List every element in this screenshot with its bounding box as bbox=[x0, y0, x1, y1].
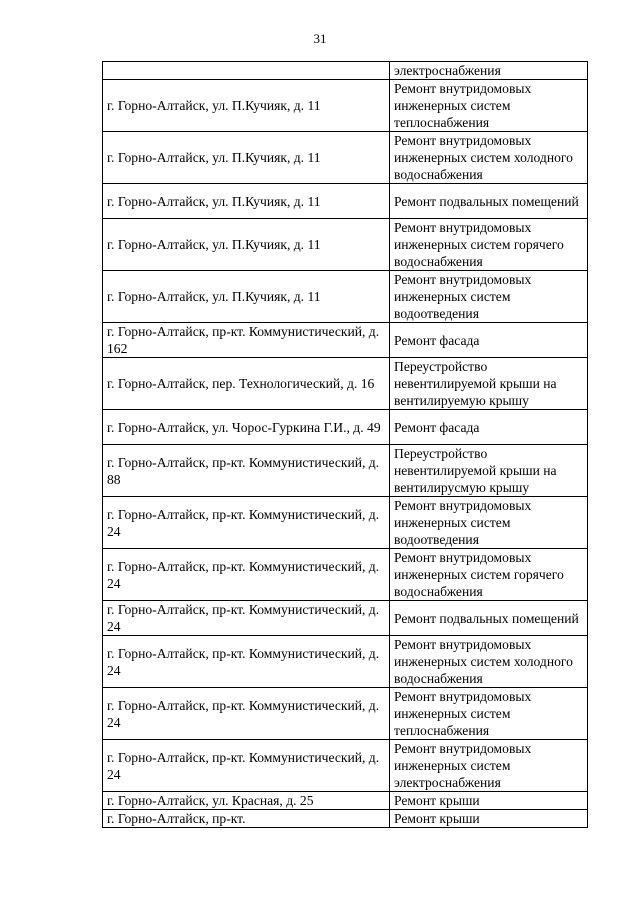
work-type-cell: электроснабжения bbox=[390, 62, 588, 80]
table-row bbox=[103, 740, 588, 792]
address-cell: г. Горно-Алтайск, ул. П.Кучияк, д. 11 bbox=[103, 80, 390, 132]
work-type-cell: Ремонт внутридомовых инженерных систем холодного водоснабжения bbox=[390, 636, 588, 688]
work-type-cell: Переустройство невентилируемой крыши на вентилируемую крышу bbox=[390, 358, 588, 410]
address-cell: г. Горно-Алтайск, ул. П.Кучияк, д. 11 bbox=[103, 219, 390, 271]
table-row bbox=[103, 323, 588, 358]
work-type-cell: Ремонт подвальных помещений bbox=[390, 184, 588, 219]
work-type-cell: Ремонт внутридомовых инженерных систем теплоснабжения bbox=[390, 80, 588, 132]
table-row bbox=[103, 549, 588, 601]
address-cell: г. Горно-Алтайск, ул. П.Кучияк, д. 11 bbox=[103, 184, 390, 219]
work-type-cell: Ремонт крыши bbox=[390, 810, 588, 828]
address-cell: г. Горно-Алтайск, пр-кт. Коммунистический, д. 24 bbox=[103, 497, 390, 549]
address-cell bbox=[103, 62, 390, 80]
work-type-cell: Ремонт внутридомовых инженерных систем электроснабжения bbox=[390, 740, 588, 792]
table-row bbox=[103, 62, 588, 80]
address-cell: г. Горно-Алтайск, пр-кт. Коммунистический, д. 162 bbox=[103, 323, 390, 358]
page-number: 31 bbox=[313, 31, 327, 46]
work-type-cell: Ремонт фасада bbox=[390, 323, 588, 358]
address-cell: г. Горно-Алтайск, пр-кт. Коммунистический, д. 24 bbox=[103, 549, 390, 601]
table-body bbox=[103, 62, 588, 828]
address-cell: г. Горно-Алтайск, пр-кт. Коммунистический, д. 24 bbox=[103, 636, 390, 688]
work-type-cell: Ремонт внутридомовых инженерных систем водоотведения bbox=[390, 497, 588, 549]
table-row bbox=[103, 688, 588, 740]
work-type-cell: Ремонт внутридомовых инженерных систем водоотведения bbox=[390, 271, 588, 323]
work-type-cell: Ремонт внутридомовых инженерных систем теплоснабжения bbox=[390, 688, 588, 740]
table-row bbox=[103, 497, 588, 549]
table-row bbox=[103, 636, 588, 688]
address-cell: г. Горно-Алтайск, ул. Красная, д. 25 bbox=[103, 792, 390, 810]
work-type-cell: Ремонт внутридомовых инженерных систем горячего водоснабжения bbox=[390, 219, 588, 271]
table-row bbox=[103, 271, 588, 323]
table-row bbox=[103, 810, 588, 828]
work-type-cell: Ремонт внутридомовых инженерных систем холодного водоснабжения bbox=[390, 132, 588, 184]
table-row bbox=[103, 132, 588, 184]
work-type-cell: Ремонт крыши bbox=[390, 792, 588, 810]
work-type-cell: Ремонт подвальных помещений bbox=[390, 601, 588, 636]
address-cell: г. Горно-Алтайск, пр-кт. Коммунистический, д. 24 bbox=[103, 601, 390, 636]
address-cell: г. Горно-Алтайск, пр-кт. Коммунистический, д. 24 bbox=[103, 688, 390, 740]
address-cell: г. Горно-Алтайск, пр-кт. Коммунистический, д. 24 bbox=[103, 740, 390, 792]
table-row bbox=[103, 184, 588, 219]
repair-works-table bbox=[102, 61, 588, 828]
table-row bbox=[103, 792, 588, 810]
table-row bbox=[103, 219, 588, 271]
work-type-cell: Ремонт внутридомовых инженерных систем горячего водоснабжения bbox=[390, 549, 588, 601]
address-cell: г. Горно-Алтайск, пр-кт. Коммунистический, д. 88 bbox=[103, 445, 390, 497]
address-cell: г. Горно-Алтайск, ул. П.Кучияк, д. 11 bbox=[103, 271, 390, 323]
address-cell: г. Горно-Алтайск, ул. Чорос-Гуркина Г.И., д. 49 bbox=[103, 410, 390, 445]
work-type-cell: Переустройство невентилируемой крыши на вентилирусмую крышу bbox=[390, 445, 588, 497]
table-row bbox=[103, 358, 588, 410]
table-row bbox=[103, 445, 588, 497]
work-type-cell: Ремонт фасада bbox=[390, 410, 588, 445]
address-cell: г. Горно-Алтайск, ул. П.Кучияк, д. 11 bbox=[103, 132, 390, 184]
table-row bbox=[103, 80, 588, 132]
address-cell: г. Горно-Алтайск, пер. Технологический, д. 16 bbox=[103, 358, 390, 410]
address-cell: г. Горно-Алтайск, пр-кт. bbox=[103, 810, 390, 828]
table-row bbox=[103, 601, 588, 636]
table-row bbox=[103, 410, 588, 445]
